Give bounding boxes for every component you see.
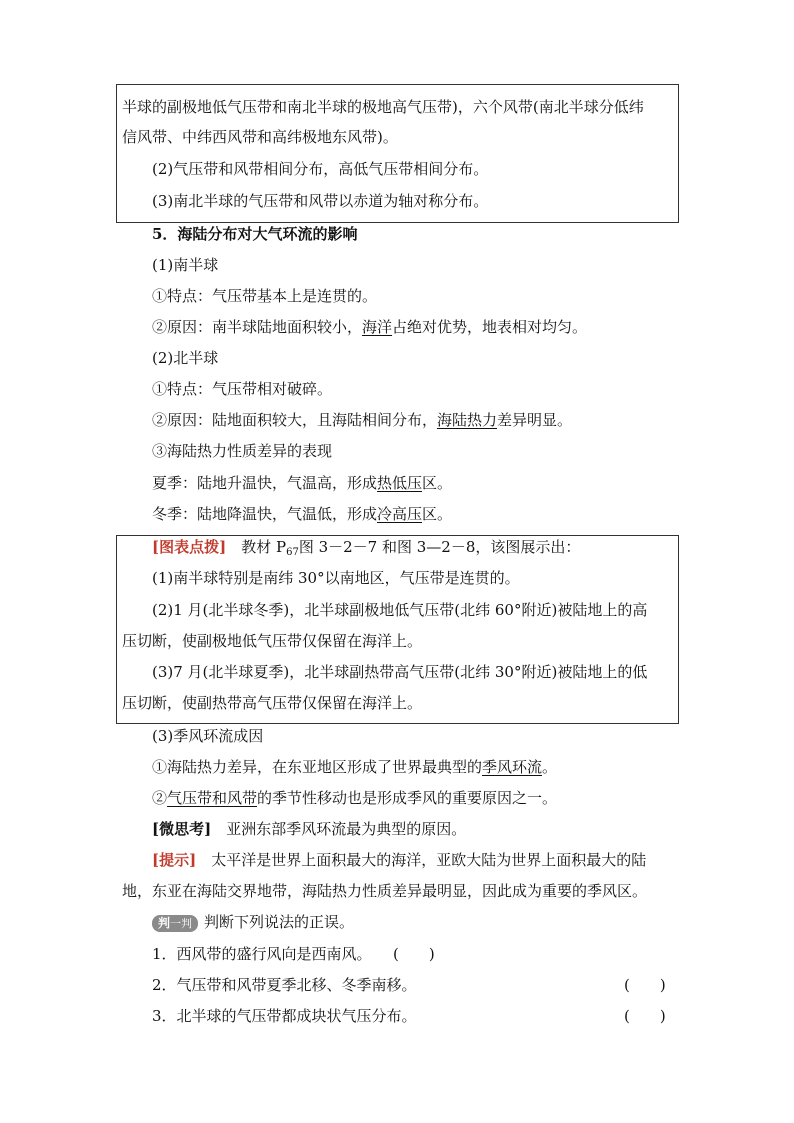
monsoon-l2-prefix: ② <box>152 789 168 807</box>
judge-instruction: 判断下列说法的正误。 <box>204 913 355 931</box>
chart-tip-tag: [图表点拨] <box>152 538 227 556</box>
chart-tip-p3b: 压切断，使副热带高气压带仅保留在海洋上。 <box>122 694 423 712</box>
north-feature: ①特点：气压带相对破碎。 <box>152 380 333 398</box>
south-reason-post: 占绝对优势，地表相对均匀。 <box>392 318 588 336</box>
section-heading: 5．海陆分布对大气环流的影响 <box>152 225 358 243</box>
thermal-title: ③海陆热力性质差异的表现 <box>152 442 333 460</box>
summer-line <box>152 473 452 493</box>
judge-item-1-answer[interactable]: ( ) <box>393 945 435 963</box>
box1-line4: (3)南北半球的气压带和风带以赤道为轴对称分布。 <box>152 192 489 210</box>
judge-badge <box>152 915 198 932</box>
hint-line1 <box>152 850 646 870</box>
monsoon-l2-post: 的季节性移动也是形成季风的重要原因之一。 <box>257 789 558 807</box>
judge-item-2: 2．气压带和风带夏季北移、冬季南移。 <box>152 976 417 994</box>
monsoon-title: (3)季风环流成因 <box>152 727 264 745</box>
think-tag: [微思考] <box>152 820 212 838</box>
north-reason-underlined: 海陆热力 <box>437 411 498 429</box>
south-reason <box>152 317 587 337</box>
chart-tip-p2a: (2)1 月(北半球冬季)，北半球副极地低气压带(北纬 60°附近)被陆地上的高 <box>152 601 648 619</box>
think-line <box>152 819 466 839</box>
monsoon-line1 <box>152 757 557 777</box>
south-reason-pre: ②原因：南半球陆地面积较小， <box>152 318 363 336</box>
winter-post: 区。 <box>422 505 453 523</box>
judge-item-1: 1．西风带的盛行风向是西南风。 <box>152 945 372 963</box>
chart-tip-intro-b: 图 3－2－7 和图 3—2－8，该图展示出： <box>298 538 581 556</box>
summer-underlined: 热低压 <box>377 474 423 492</box>
monsoon-l2-underlined: 气压带和风带 <box>167 789 258 807</box>
chart-tip-p1: (1)南半球特别是南纬 30°以南地区，气压带是连贯的。 <box>152 569 520 587</box>
winter-underlined: 冷高压 <box>377 505 423 523</box>
judge-instruction-line <box>152 912 354 932</box>
chart-tip-p2b: 压切断，使副极地低气压带仅保留在海洋上。 <box>122 632 423 650</box>
chart-tip-intro-a: 教材 P <box>226 538 287 556</box>
judge-badge-first: 判 <box>158 915 171 930</box>
summer-pre: 夏季：陆地升温快，气温高，形成 <box>152 474 378 492</box>
think-text: 亚洲东部季风环流最为典型的原因。 <box>211 820 467 838</box>
box1-line3: (2)气压带和风带相间分布，高低气压带相间分布。 <box>152 160 489 178</box>
box1-line2: 信风带、中纬西风带和高纬极地东风带)。 <box>122 128 398 146</box>
south-hemisphere-title: (1)南半球 <box>152 256 219 274</box>
south-feature: ①特点：气压带基本上是连贯的。 <box>152 287 378 305</box>
south-reason-underlined: 海洋 <box>362 318 393 336</box>
north-hemisphere-title: (2)北半球 <box>152 349 219 367</box>
monsoon-line2 <box>152 788 557 808</box>
north-reason-pre: ②原因：陆地面积较大，且海陆相间分布， <box>152 411 438 429</box>
hint-line2: 地，东亚在海陆交界地带，海陆热力性质差异最明显，因此成为重要的季风区。 <box>122 882 648 900</box>
hint-text-1: 太平洋是世界上面积最大的海洋，亚欧大陆为世界上面积最大的陆 <box>196 851 647 869</box>
monsoon-l1-underlined: 季风环流 <box>482 758 543 776</box>
hint-tag: [提示] <box>152 851 197 869</box>
judge-item-3-answer[interactable]: ( ) <box>624 1007 666 1025</box>
judge-item-2-answer[interactable]: ( ) <box>624 976 666 994</box>
judge-badge-rest: 一判 <box>170 916 193 930</box>
summer-post: 区。 <box>422 474 453 492</box>
box1-line1: 半球的副极地低气压带和南北半球的极地高气压带)，六个风带(南北半球分低纬 <box>122 98 644 116</box>
monsoon-l1-pre: ①海陆热力差异，在东亚地区形成了世界最典型的 <box>152 758 483 776</box>
monsoon-l1-post: 。 <box>542 758 558 776</box>
chart-tip-p3a: (3)7 月(北半球夏季)，北半球副热带高气压带(北纬 30°附近)被陆地上的低 <box>152 663 648 681</box>
north-reason-post: 差异明显。 <box>497 411 573 429</box>
judge-item-3: 3．北半球的气压带都成块状气压分布。 <box>152 1007 417 1025</box>
winter-line <box>152 504 452 524</box>
chart-tip-intro <box>152 537 580 557</box>
winter-pre: 冬季：陆地降温快，气温低，形成 <box>152 505 378 523</box>
north-reason <box>152 410 572 430</box>
chart-tip-intro-sub: 67 <box>286 547 299 558</box>
